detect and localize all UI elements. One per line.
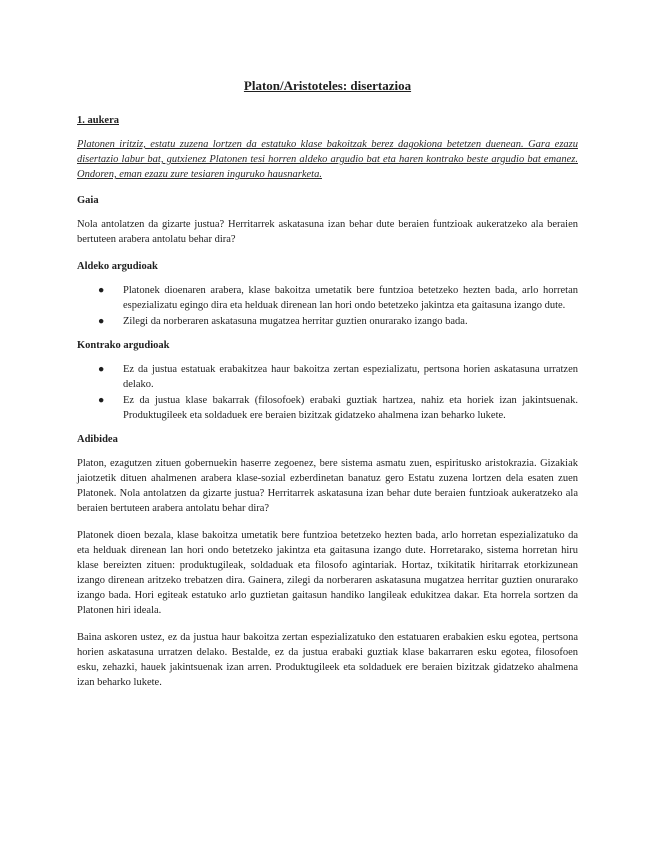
bullet-icon: ● bbox=[98, 364, 105, 375]
adibidea-paragraph: Baina askoren ustez, ez da justua haur bakoitza zertan espezializatuko den estatuaren erabakien esku egotea, pertsona horien askatasuna urratzen delako. Bestalde, ez da justua erabaki guztiak klase bakarraren esku egotea, filosofoen esku, zehazki, hauek jakintsuenak izan arren. Produktugileek eta soldaduek ere beraien bizitzak gidatzeko ahalmena izan beharko lukete. bbox=[77, 632, 578, 688]
aldeko-list bbox=[77, 283, 578, 329]
kontrako-heading: Kontrako argudioak bbox=[77, 340, 170, 351]
task-text: Platonen iritziz, estatu zuzena lortzen da estatuko klase bakoitzak berez dagokiona betetzen duenean. Gara ezazu disertazio labur bat, gutxienez Platonen tesi horren aldeko argudio bat eta haren kontrako beste argudio bat emanez. Ondoren, eman ezazu zure tesiaren inguruko hausnarketa. bbox=[77, 139, 578, 180]
adibidea-heading: Adibidea bbox=[77, 434, 118, 445]
list-item-text: Zilegi da norberaren askatasuna mugatzea herritar guztien onurarako izango bada. bbox=[123, 316, 468, 327]
aldeko-heading: Aldeko argudioak bbox=[77, 261, 158, 272]
bullet-icon: ● bbox=[98, 285, 105, 296]
list-item bbox=[77, 314, 578, 329]
bullet-icon: ● bbox=[98, 395, 105, 406]
list-item-text: Ez da justua estatuak erabakitzea haur bakoitza zertan espezializatu, pertsona horien askatasuna urratzen delako. bbox=[123, 364, 578, 390]
task-heading: 1. aukera bbox=[77, 115, 119, 126]
adibidea-paragraph: Platon, ezagutzen zituen gobernuekin haserre zegoenez, bere sistema asmatu zuen, espiritusko aristokrazia. Gizakiak jaiotzetik dituen ahalmenen arabera klase-sozial ezberdinetan banatuz gero Estatu zuzena lortzen dela esaten zuen Platonek. Nola antolatzen da gizarte justua? Herritarrek askatasuna izan behar dute beraien funtzioak aukeratzeko ala beraien bertuteen arabera antolatu behar dira? bbox=[77, 458, 578, 514]
adibidea-paragraph: Platonek dioen bezala, klase bakoitza umetatik bere funtzioa betetzeko hezten bada, arlo horretan espezializatuko da eta helduak direnean lan hori ondo betetzeko jakintza eta gaitasuna izango dute. Horretarako, sistema horretan hiru klase bereizten zituen: produktugileak, soldaduak eta filosofo agintariak. Hortaz, txikitatik hiritarrak etorkizunean izango direnean aritzeko trebatzen dira. Gainera, zilegi da norberaren askatasuna mugatzea herritar guztien onurarako izango bada. Hori egiteak estatuko arlo guztietan gaitasun handiko langileak edukitzea dakar. Eta horrela sortzen da Platonen hiri ideala. bbox=[77, 530, 578, 616]
gaia-text: Nola antolatzen da gizarte justua? Herritarrek askatasuna izan behar dute beraien funtzioak aukeratzeko ala beraien bertuteen arabera antolatu behar dira? bbox=[77, 219, 578, 245]
list-item-text: Platonek dioenaren arabera, klase bakoitza umetatik bere funtzioa betetzeko hezten bada, arlo horretan espezializatu egingo dira eta helduak direnean lan hori ondo betetzeko jakintza eta gaitasuna izango dute. bbox=[123, 285, 578, 311]
list-item bbox=[77, 362, 578, 392]
gaia-heading: Gaia bbox=[77, 195, 99, 206]
kontrako-list bbox=[77, 362, 578, 423]
bullet-icon: ● bbox=[98, 316, 105, 327]
list-item-text: Ez da justua klase bakarrak (filosofoek) erabaki guztiak hartzea, nahiz eta horiek izan jakintsuenak. Produktugileek eta soldaduek ere beraien bizitzak gidatzeko ahalmena izan beharko lukete. bbox=[123, 395, 578, 421]
list-item bbox=[77, 393, 578, 423]
list-item bbox=[77, 283, 578, 313]
document-title: Platon/Aristoteles: disertazioa bbox=[243, 78, 412, 93]
